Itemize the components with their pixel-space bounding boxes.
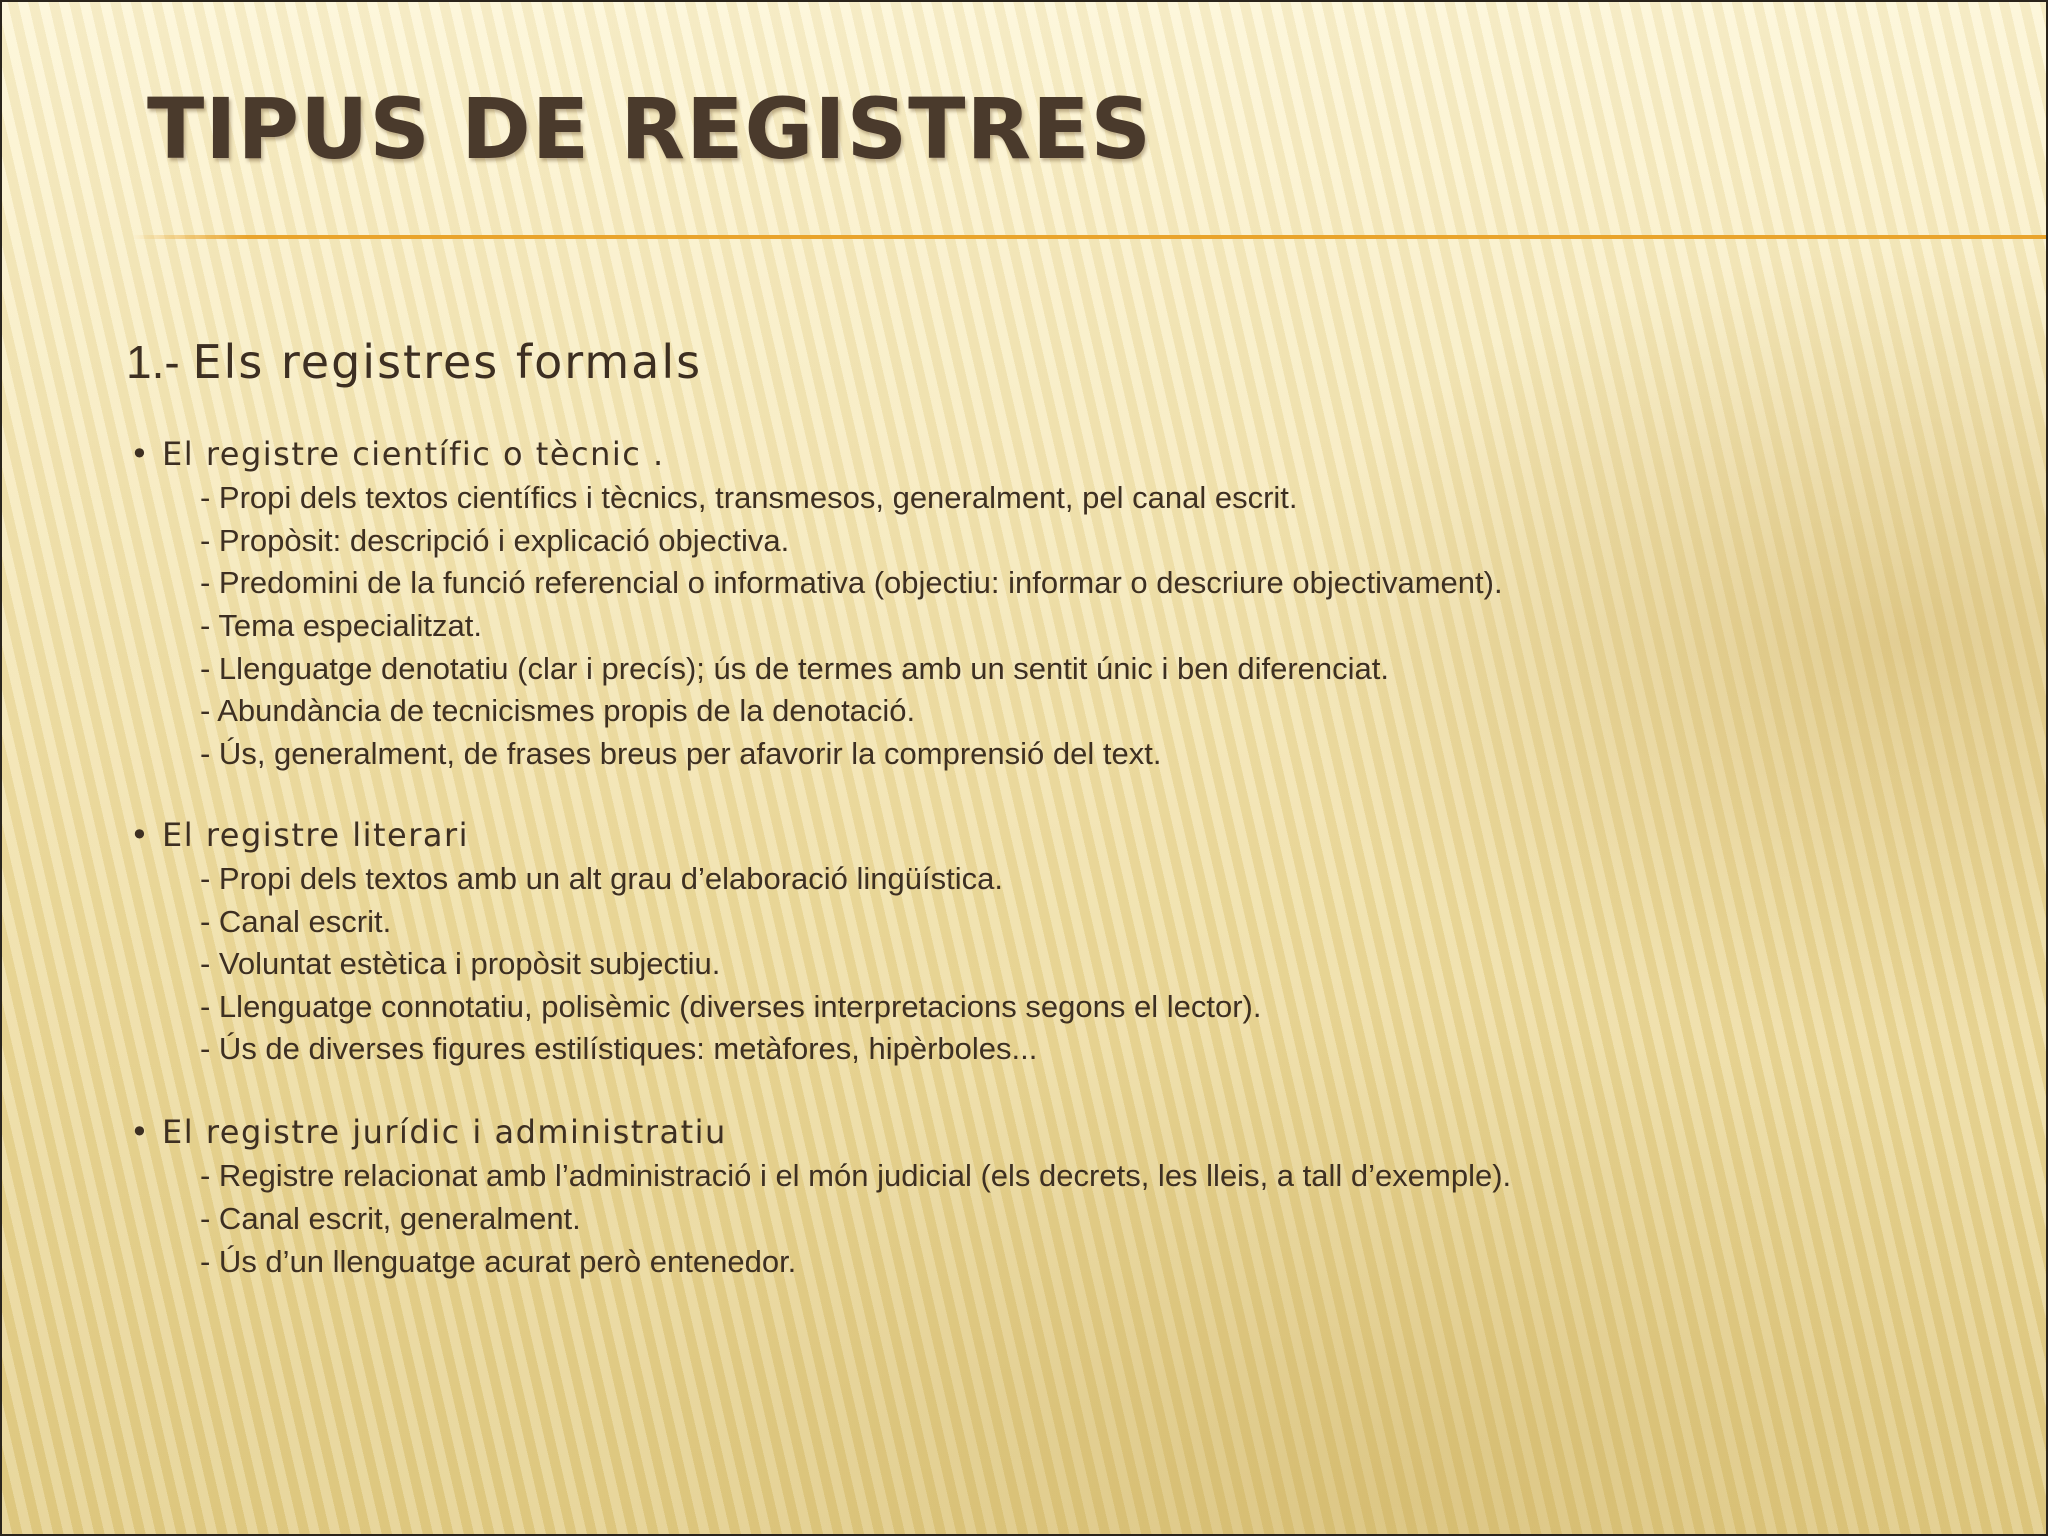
- list-item: - Ús, generalment, de frases breus per afavorir la comprensió del text.: [200, 736, 1162, 771]
- list-item: - Propi dels textos científics i tècnics, transmesos, generalment, pel canal escrit.: [200, 480, 1298, 515]
- list-item: - Tema especialitzat.: [200, 608, 482, 643]
- slide-body: [2, 2, 2048, 1536]
- list-item: - Registre relacionat amb l’administració i el món judicial (els decrets, les lleis, a tall d’exemple).: [200, 1158, 1512, 1193]
- list-item: - Canal escrit, generalment.: [200, 1201, 581, 1236]
- list-item: - Ús d’un llenguatge acurat però entenedor.: [200, 1244, 797, 1279]
- section-title-legal: • El registre jurídic i administratiu: [130, 1113, 727, 1151]
- list-item: - Propi dels textos amb un alt grau d’elaboració lingüística.: [200, 861, 1003, 896]
- list-item: - Llenguatge connotatiu, polisèmic (diverses interpretacions segons el lector).: [200, 989, 1262, 1024]
- list-item: - Ús de diverses figures estilístiques: metàfores, hipèrboles...: [200, 1031, 1038, 1066]
- section-heading: [126, 335, 702, 389]
- list-item: - Abundància de tecnicismes propis de la denotació.: [200, 693, 916, 728]
- list-item: - Llenguatge denotatiu (clar i precís); ús de termes amb un sentit únic i ben diferenciat.: [200, 651, 1389, 686]
- slide-title: TIPUS DE REGISTRES: [147, 80, 1153, 178]
- heading-number: 1.-: [126, 336, 180, 388]
- section-title-scientific: • El registre científic o tècnic .: [130, 435, 665, 473]
- section-title-literary: • El registre literari: [130, 816, 470, 854]
- list-item: - Propòsit: descripció i explicació objectiva.: [200, 523, 790, 558]
- list-item: - Canal escrit.: [200, 904, 392, 939]
- heading-text: Els registres formals: [192, 335, 703, 389]
- list-item: - Predomini de la funció referencial o informativa (objectiu: informar o descriure objectivament).: [200, 565, 1503, 600]
- list-item: - Voluntat estètica i propòsit subjectiu.: [200, 946, 721, 981]
